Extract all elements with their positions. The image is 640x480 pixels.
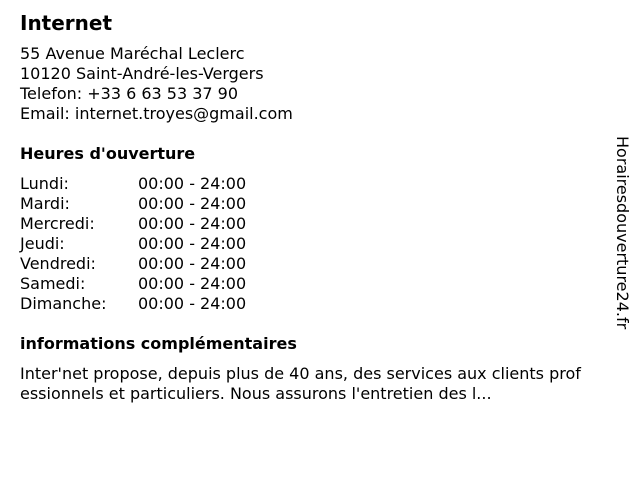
hours-time: 00:00 - 24:00 <box>138 214 247 233</box>
hours-row-saturday <box>20 274 590 294</box>
address-block <box>20 44 590 124</box>
hours-row-thursday <box>20 234 590 254</box>
hours-time: 00:00 - 24:00 <box>138 194 247 213</box>
hours-row-friday <box>20 254 590 274</box>
address-street: 55 Avenue Maréchal Leclerc <box>20 44 245 63</box>
hours-row-sunday <box>20 294 590 314</box>
business-card <box>20 10 590 404</box>
phone-line: Telefon: +33 6 63 53 37 90 <box>20 84 239 103</box>
hours-day: Dimanche: <box>20 294 107 313</box>
email-line: Email: internet.troyes@gmail.com <box>20 104 293 123</box>
hours-row-wednesday <box>20 214 590 234</box>
address-city: 10120 Saint-André-les-Vergers <box>20 64 264 83</box>
hours-day: Jeudi: <box>20 234 65 253</box>
hours-day: Vendredi: <box>20 254 96 273</box>
opening-hours-heading: Heures d'ouverture <box>20 144 196 163</box>
additional-info-text: Inter'net propose, depuis plus de 40 ans, des services aux clients professionnels et particuliers. Nous assurons l'entretien des l... <box>20 364 581 403</box>
hours-row-monday <box>20 174 590 194</box>
hours-time: 00:00 - 24:00 <box>138 294 247 313</box>
hours-row-tuesday <box>20 194 590 214</box>
hours-day: Lundi: <box>20 174 69 193</box>
hours-day: Samedi: <box>20 274 86 293</box>
site-watermark: Horairesdouverture24.fr <box>613 136 632 330</box>
hours-day: Mercredi: <box>20 214 95 233</box>
hours-time: 00:00 - 24:00 <box>138 234 247 253</box>
hours-time: 00:00 - 24:00 <box>138 254 247 273</box>
hours-time: 00:00 - 24:00 <box>138 174 247 193</box>
hours-day: Mardi: <box>20 194 70 213</box>
business-name: Internet <box>20 11 113 35</box>
hours-time: 00:00 - 24:00 <box>138 274 247 293</box>
opening-hours-table <box>20 174 590 314</box>
additional-info-heading: informations complémentaires <box>20 334 297 353</box>
